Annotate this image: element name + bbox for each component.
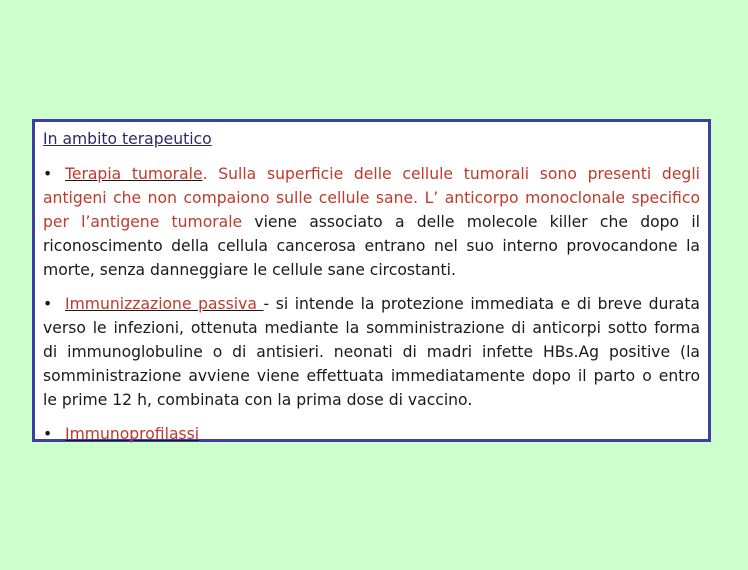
item1-rest: viene associato a delle molecole killer che dopo il riconoscimento della cellula cancerosa entrano nel suo interno provocandone la morte, senza danneggiare le cellule sane circostanti. [43,213,700,279]
highlight-anticorpo: L’ anticorpo monoclonale specifico per l’antigene tumorale [43,189,700,231]
term-immunizzazione-passiva: Immunizzazione passiva [65,295,264,313]
content-box [32,119,711,442]
item2-rest: - si intende la protezione immediata e di breve durata verso le infezioni, ottenuta mediante la somministrazione di anticorpi sotto forma di immunoglobuline o di antisieri. neonati di madri infette HBs.Ag positive (la somministrazione avviene viene effettuata immediatamente dopo il parto o entro le prime 12 h, combinata con la prima dose di vaccino. [43,295,700,409]
section-heading: In ambito terapeutico [43,130,212,148]
item-immunoprofilassi [43,422,700,446]
term-terapia-tumorale: Terapia tumorale [65,165,203,183]
bullet-icon: • [43,295,53,313]
item-immunizzazione-passiva [43,292,700,412]
term-period: . Sulla superficie delle cellule tumorali sono presenti degli antigeni che non compaiono sulle cellule sane. [43,165,700,207]
item-terapia-tumorale [43,162,700,282]
term-immunoprofilassi: Immunoprofilassi [65,425,200,443]
bullet-icon: • [43,425,53,443]
bullet-icon: • [43,165,53,183]
